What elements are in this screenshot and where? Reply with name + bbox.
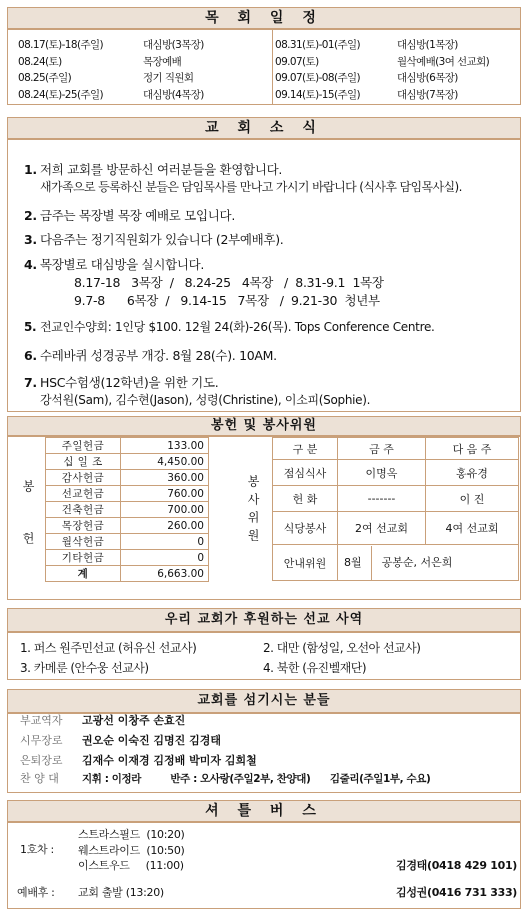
- bus1-label: 1호차 :: [20, 843, 54, 856]
- table-row: [46, 470, 209, 486]
- schedule-event: 목장예배: [143, 56, 182, 68]
- volunteers-side-label: 봉사위원: [246, 475, 260, 547]
- news-num: 1.: [24, 162, 37, 177]
- offering-side-label: 봉헌: [21, 480, 35, 584]
- schedule-divider: [272, 30, 273, 104]
- volunteers-next-week: 홍유경: [426, 460, 519, 486]
- news-text: 금주는 목장별 목장 예배로 모입니다.: [40, 208, 235, 223]
- table-row: [273, 512, 519, 545]
- news-num: 4.: [24, 257, 37, 272]
- table-header-row: [273, 438, 519, 460]
- usher-label: 안내위원: [273, 545, 338, 581]
- table-row: [46, 502, 209, 518]
- servants-names: 고광선 이창주 손효진: [82, 714, 186, 727]
- news-text: 수레바퀴 성경공부 개강. 8월 28(수). 10AM.: [40, 348, 277, 363]
- offering-total-value: 6,663.00: [121, 566, 209, 582]
- schedule-title: 목 회 일 정: [7, 7, 521, 29]
- schedule-date: 08.25(주일): [18, 72, 72, 84]
- bus1-contact: 김경태(0418 429 101): [396, 859, 518, 872]
- servants-title: 교회를 섬기시는 분들: [7, 689, 521, 713]
- table-row: [46, 534, 209, 550]
- offering-label: 월삭헌금: [46, 534, 121, 550]
- schedule-event: 대심방(6목장): [397, 72, 458, 84]
- servants-names: 지휘 : 이정라 반주 : 오사랑(주일2부, 찬양대) 김줄리(주일1부, 수요): [82, 773, 431, 785]
- volunteers-header: 다 음 주: [426, 438, 519, 460]
- offering-value: 0: [121, 550, 209, 566]
- bus2-stop: 교회 출발 (13:20): [78, 886, 164, 899]
- schedule-date: 09.07(토)-08(주일): [275, 72, 361, 84]
- bus2-contact: 김성권(0416 731 333): [396, 886, 518, 899]
- news-num: 7.: [24, 375, 37, 390]
- mission-item: 1. 퍼스 원주민선교 (허유신 선교사): [20, 641, 197, 655]
- bus-stop: 이스트우드 (11:00): [78, 859, 184, 872]
- offering-value: 0: [121, 534, 209, 550]
- news-sub: 새가족으로 등록하신 분들은 담임목사를 만나고 가시기 바랍니다 (식사후 담임목사실).: [40, 180, 462, 194]
- news-item: [24, 346, 277, 364]
- news-text: 저희 교회를 방문하신 여러분들을 환영합니다.: [40, 162, 283, 177]
- servants-role: 은퇴장로: [20, 754, 63, 767]
- news-sub: 강석원(Sam), 김수현(Jason), 성령(Christine), 이소피(Sophie).: [40, 393, 371, 407]
- usher-names: 공봉순, 서은희: [381, 555, 453, 569]
- schedule-event: 대심방(1목장): [397, 39, 458, 51]
- news-num: 2.: [24, 208, 37, 223]
- offering-value: 260.00: [121, 518, 209, 534]
- offering-title: 봉헌 및 봉사위원: [7, 416, 521, 436]
- offering-label: 선교헌금: [46, 486, 121, 502]
- news-text: 전교인수양회: 1인당 $100. 12월 24(화)-26(목). Tops Conference Centre.: [40, 320, 435, 334]
- news-sub: 9.7-8 6목장 / 9.14-15 7목장 / 9.21-30 청년부: [74, 293, 380, 308]
- schedule-date: 08.31(토)-01(주일): [275, 39, 361, 51]
- schedule-event: 월삭예배(3여 선교회): [397, 56, 490, 68]
- schedule-event: 대심방(4목장): [143, 89, 204, 101]
- table-row: [46, 454, 209, 470]
- news-item: [24, 255, 384, 308]
- offering-label: 기타헌금: [46, 550, 121, 566]
- volunteers-this-week: -------: [338, 486, 426, 512]
- table-row: [46, 550, 209, 566]
- table-row: [46, 438, 209, 454]
- offering-value: 4,450.00: [121, 454, 209, 470]
- bus-stop: 스트라스필드 (10:20): [78, 828, 185, 841]
- volunteers-this-week: 2여 선교회: [338, 512, 426, 545]
- table-row: [273, 545, 519, 581]
- news-num: 5.: [24, 320, 37, 334]
- offering-value: 360.00: [121, 470, 209, 486]
- offering-value: 133.00: [121, 438, 209, 454]
- table-row: [273, 486, 519, 512]
- mission-item: 4. 북한 (유진벨재단): [263, 661, 367, 675]
- servants-role: 찬 양 대: [20, 772, 59, 785]
- schedule-date: 08.24(토)-25(주일): [18, 89, 104, 101]
- schedule-date: 09.14(토)-15(주일): [275, 89, 361, 101]
- table-row: [46, 486, 209, 502]
- news-num: 6.: [24, 348, 37, 363]
- volunteers-next-week: 4여 선교회: [426, 512, 519, 545]
- news-item: [24, 206, 235, 224]
- offering-label: 목장헌금: [46, 518, 121, 534]
- offering-label: 주일헌금: [46, 438, 121, 454]
- news-title: 교 회 소 식: [7, 117, 521, 139]
- news-sub: 8.17-18 3목장 / 8.24-25 4목장 / 8.31-9.1 1목장: [74, 275, 384, 290]
- table-row: [46, 518, 209, 534]
- servants-role: 시무장로: [20, 734, 63, 747]
- offering-value: 700.00: [121, 502, 209, 518]
- schedule-date: 09.07(토): [275, 56, 319, 68]
- servants-names: 권오순 이숙진 김명진 김경태: [82, 734, 221, 747]
- schedule-date: 08.17(토)-18(주일): [18, 39, 104, 51]
- usher-cell: [338, 545, 519, 581]
- offering-label: 감사헌금: [46, 470, 121, 486]
- servants-row: [20, 732, 221, 748]
- shuttle-title: 셔 틀 버 스: [7, 800, 521, 822]
- table-row: [273, 460, 519, 486]
- news-text: HSC수험생(12학년)을 위한 기도.: [40, 375, 219, 390]
- volunteers-table: [272, 437, 519, 581]
- volunteers-header: 구 분: [273, 438, 338, 460]
- servants-row: [20, 752, 257, 768]
- news-item: [24, 160, 462, 194]
- offering-table: [45, 437, 209, 582]
- missions-title: 우리 교회가 후원하는 선교 사역: [7, 608, 521, 632]
- news-item: [24, 373, 371, 407]
- bus-stop: 웨스트라이드 (10:50): [78, 844, 185, 857]
- news-text: 목장별로 대심방을 실시합니다.: [40, 257, 205, 272]
- table-row: [46, 566, 209, 582]
- offering-value: 760.00: [121, 486, 209, 502]
- volunteers-next-week: 이 진: [426, 486, 519, 512]
- news-item: [24, 230, 283, 248]
- volunteers-role: 식당봉사: [273, 512, 338, 545]
- volunteers-header: 금 주: [338, 438, 426, 460]
- schedule-event: 대심방(7목장): [397, 89, 458, 101]
- usher-month: 8월: [344, 555, 362, 569]
- servants-names: 김재수 이재경 김정배 박미자 김희철: [82, 754, 257, 767]
- offering-label: 건축헌금: [46, 502, 121, 518]
- mission-item: 3. 카메룬 (안수웅 선교사): [20, 661, 149, 675]
- schedule-event: 대심방(3목장): [143, 39, 204, 51]
- servants-row: [20, 770, 430, 786]
- offering-label: 십 일 조: [46, 454, 121, 470]
- news-num: 3.: [24, 232, 37, 247]
- volunteers-role: 헌 화: [273, 486, 338, 512]
- news-text: 다음주는 정기직원회가 있습니다 (2부예배후).: [40, 232, 284, 247]
- offering-total-label: 계: [46, 566, 121, 582]
- mission-item: 2. 대만 (함성일, 오선아 선교사): [263, 641, 421, 655]
- schedule-event: 정기 직원회: [143, 72, 194, 84]
- schedule-date: 08.24(토): [18, 56, 62, 68]
- servants-role: 부교역자: [20, 714, 63, 727]
- volunteers-role: 점심식사: [273, 460, 338, 486]
- bus2-label: 예배후 :: [17, 886, 55, 899]
- volunteers-this-week: 이명옥: [338, 460, 426, 486]
- usher-divider: [371, 546, 372, 580]
- news-item: [24, 318, 435, 335]
- servants-row: [20, 712, 185, 728]
